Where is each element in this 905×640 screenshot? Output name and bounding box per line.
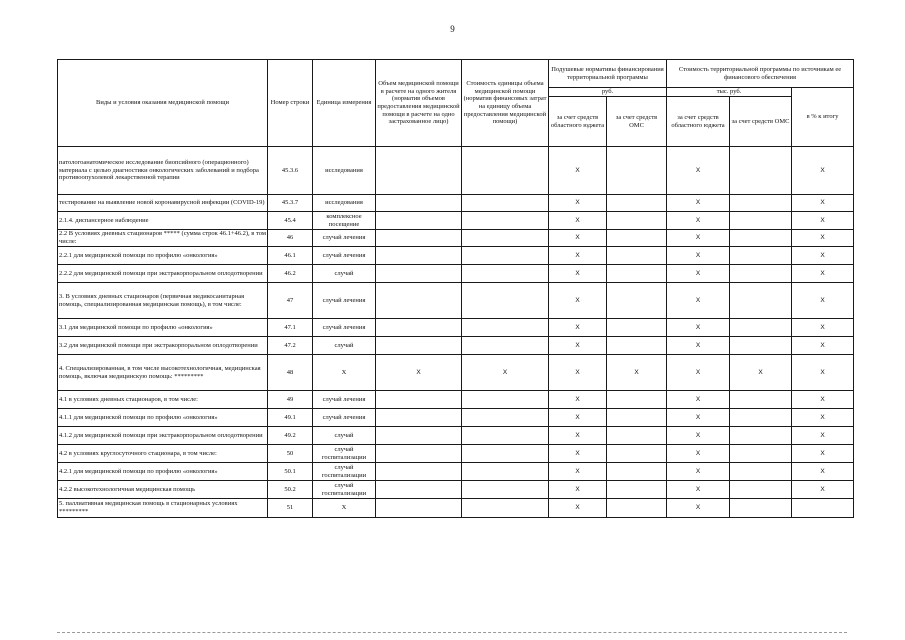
- row-unit-cost: X: [462, 355, 549, 391]
- table-row: [58, 337, 854, 355]
- row-total-regional: X: [667, 463, 730, 481]
- row-per-capita-oms: [607, 319, 667, 337]
- row-per-capita-oms: [607, 427, 667, 445]
- row-volume: [376, 463, 462, 481]
- row-number: 49.1: [268, 409, 313, 427]
- row-per-capita-oms: [607, 247, 667, 265]
- table-row: [58, 463, 854, 481]
- row-unit-cost: [462, 427, 549, 445]
- row-number: 50.1: [268, 463, 313, 481]
- row-per-capita-oms: [607, 463, 667, 481]
- row-total-regional: X: [667, 445, 730, 463]
- row-unit-cost: [462, 499, 549, 518]
- row-per-capita-regional: X: [549, 481, 607, 499]
- row-percent: X: [792, 481, 854, 499]
- row-volume: [376, 391, 462, 409]
- row-percent: X: [792, 247, 854, 265]
- row-per-capita-regional: X: [549, 355, 607, 391]
- table-row: [58, 147, 854, 195]
- row-unit: случай: [313, 427, 376, 445]
- row-total-regional: X: [667, 265, 730, 283]
- row-unit: случай лечения: [313, 230, 376, 247]
- row-per-capita-oms: [607, 337, 667, 355]
- row-percent: X: [792, 427, 854, 445]
- row-volume: [376, 230, 462, 247]
- row-percent: [792, 499, 854, 518]
- row-volume: [376, 409, 462, 427]
- row-total-regional: X: [667, 247, 730, 265]
- header-unit-cost: Стоимость единицы объема медицинской помощи (норматив финансовых затрат на единицу объема предоставления медицинской помощи): [462, 60, 549, 147]
- row-unit-cost: [462, 337, 549, 355]
- row-volume: [376, 499, 462, 518]
- row-name: 3.2 для медицинской помощи при экстракорпоральном оплодотворении: [58, 337, 268, 355]
- row-volume: [376, 265, 462, 283]
- header-regional-budget-rub: за счет средств областного юджета: [549, 97, 607, 147]
- row-unit: комплексное посещение: [313, 212, 376, 230]
- row-unit-cost: [462, 283, 549, 319]
- row-volume: X: [376, 355, 462, 391]
- header-kinds: Виды и условия оказания медицинской помощи: [58, 60, 268, 147]
- row-name: 5. паллиативная медицинская помощь в стационарных условиях *********: [58, 499, 268, 518]
- row-number: 51: [268, 499, 313, 518]
- row-per-capita-oms: [607, 212, 667, 230]
- row-unit: случай лечения: [313, 247, 376, 265]
- header-unit: Единица измерения: [313, 60, 376, 147]
- row-number: 47: [268, 283, 313, 319]
- row-percent: X: [792, 463, 854, 481]
- row-percent: X: [792, 445, 854, 463]
- row-volume: [376, 195, 462, 212]
- row-number: 46: [268, 230, 313, 247]
- row-total-regional: X: [667, 195, 730, 212]
- row-per-capita-oms: [607, 230, 667, 247]
- row-number: 50: [268, 445, 313, 463]
- row-number: 50.2: [268, 481, 313, 499]
- table-row: [58, 499, 854, 518]
- row-total-regional: X: [667, 212, 730, 230]
- row-volume: [376, 481, 462, 499]
- table-row: [58, 355, 854, 391]
- row-name: 4.1 в условиях дневных стационаров, в том числе:: [58, 391, 268, 409]
- row-volume: [376, 319, 462, 337]
- header-unit-rub: руб.: [549, 88, 667, 97]
- row-number: 46.2: [268, 265, 313, 283]
- row-per-capita-oms: [607, 481, 667, 499]
- table-body: [58, 147, 854, 518]
- row-per-capita-oms: [607, 445, 667, 463]
- row-per-capita-oms: [607, 409, 667, 427]
- table-row: [58, 265, 854, 283]
- row-number: 45.4: [268, 212, 313, 230]
- row-unit: случай лечения: [313, 391, 376, 409]
- row-unit-cost: [462, 445, 549, 463]
- row-total-oms: [730, 445, 792, 463]
- row-per-capita-regional: X: [549, 445, 607, 463]
- row-volume: [376, 427, 462, 445]
- row-unit: случай госпитализации: [313, 445, 376, 463]
- row-total-oms: [730, 212, 792, 230]
- row-volume: [376, 337, 462, 355]
- row-total-regional: X: [667, 391, 730, 409]
- row-per-capita-oms: [607, 283, 667, 319]
- table-row: [58, 283, 854, 319]
- row-unit-cost: [462, 481, 549, 499]
- row-unit: случай: [313, 265, 376, 283]
- row-total-oms: [730, 481, 792, 499]
- row-name: 4.2.2 высокотехнологичная медицинская помощь: [58, 481, 268, 499]
- row-volume: [376, 212, 462, 230]
- row-per-capita-regional: X: [549, 247, 607, 265]
- table-row: [58, 481, 854, 499]
- row-percent: X: [792, 337, 854, 355]
- bottom-divider: [57, 632, 847, 633]
- row-volume: [376, 445, 462, 463]
- row-per-capita-oms: [607, 147, 667, 195]
- row-percent: X: [792, 283, 854, 319]
- row-volume: [376, 283, 462, 319]
- row-per-capita-regional: X: [549, 283, 607, 319]
- row-unit: исследования: [313, 147, 376, 195]
- row-unit: случай госпитализации: [313, 463, 376, 481]
- row-total-regional: X: [667, 481, 730, 499]
- row-total-regional: X: [667, 427, 730, 445]
- row-percent: X: [792, 212, 854, 230]
- row-unit-cost: [462, 319, 549, 337]
- row-total-oms: [730, 391, 792, 409]
- table-row: [58, 195, 854, 212]
- row-unit-cost: [462, 212, 549, 230]
- row-number: 49: [268, 391, 313, 409]
- row-unit: случай: [313, 337, 376, 355]
- row-name: 4.2 в условиях круглосуточного стационара, в том числе:: [58, 445, 268, 463]
- row-number: 48: [268, 355, 313, 391]
- row-percent: X: [792, 355, 854, 391]
- row-total-oms: [730, 147, 792, 195]
- row-unit: случай лечения: [313, 409, 376, 427]
- row-number: 49.2: [268, 427, 313, 445]
- row-number: 47.2: [268, 337, 313, 355]
- row-percent: X: [792, 147, 854, 195]
- row-number: 47.1: [268, 319, 313, 337]
- row-total-oms: [730, 499, 792, 518]
- row-name: 3.1 для медицинской помощи по профилю «онкология»: [58, 319, 268, 337]
- header-volume-norm: Объем медицинской помощи в расчете на одного жителя (норматив объемов предоставления медицинской помощи в расчете на одно застрахованное лицо): [376, 60, 462, 147]
- row-unit-cost: [462, 409, 549, 427]
- row-total-regional: X: [667, 283, 730, 319]
- row-total-regional: X: [667, 499, 730, 518]
- row-per-capita-oms: [607, 195, 667, 212]
- row-number: 45.3.6: [268, 147, 313, 195]
- row-number: 46.1: [268, 247, 313, 265]
- row-percent: X: [792, 230, 854, 247]
- row-unit-cost: [462, 265, 549, 283]
- row-per-capita-regional: X: [549, 195, 607, 212]
- row-name: тестирование на выявление новой коронавирусной инфекции (COVID-19): [58, 195, 268, 212]
- table-row: [58, 445, 854, 463]
- row-name: 4.1.2 для медицинской помощи при экстракорпоральном оплодотворении: [58, 427, 268, 445]
- row-total-oms: [730, 463, 792, 481]
- row-total-regional: X: [667, 409, 730, 427]
- row-unit-cost: [462, 247, 549, 265]
- row-per-capita-regional: X: [549, 230, 607, 247]
- row-name: 2.1.4. диспансерное наблюдение: [58, 212, 268, 230]
- row-total-oms: [730, 283, 792, 319]
- row-unit-cost: [462, 147, 549, 195]
- row-name: 4. Специализированная, в том числе высокотехнологичная, медицинская помощь, включая медицинскую помощь: *********: [58, 355, 268, 391]
- row-per-capita-regional: X: [549, 147, 607, 195]
- table-row: [58, 427, 854, 445]
- row-percent: X: [792, 409, 854, 427]
- row-unit-cost: [462, 463, 549, 481]
- header-percent: в % к итогу: [792, 88, 854, 147]
- row-percent: X: [792, 265, 854, 283]
- table-row: [58, 409, 854, 427]
- financing-table: [57, 59, 854, 518]
- row-per-capita-oms: X: [607, 355, 667, 391]
- table-row: [58, 247, 854, 265]
- row-per-capita-regional: X: [549, 319, 607, 337]
- row-total-oms: [730, 265, 792, 283]
- row-name: 2.2.2 для медицинской помощи при экстракорпоральном оплодотворении: [58, 265, 268, 283]
- header-total-cost: Стоимость территориальной программы по источникам ее финансового обеспечения: [667, 60, 854, 88]
- row-unit-cost: [462, 195, 549, 212]
- table-row: [58, 391, 854, 409]
- table-row: [58, 319, 854, 337]
- row-percent: X: [792, 319, 854, 337]
- row-unit: случай госпитализации: [313, 481, 376, 499]
- table-row: [58, 212, 854, 230]
- row-total-oms: [730, 319, 792, 337]
- header-unit-thous-rub: тыс. руб.: [667, 88, 792, 97]
- header-regional-budget-thous: за счет средств областного юджета: [667, 97, 730, 147]
- row-per-capita-oms: [607, 391, 667, 409]
- row-per-capita-regional: X: [549, 391, 607, 409]
- row-per-capita-regional: X: [549, 499, 607, 518]
- row-name: 4.2.1 для медицинской помощи по профилю «онкология»: [58, 463, 268, 481]
- row-total-regional: X: [667, 355, 730, 391]
- row-total-oms: [730, 409, 792, 427]
- row-total-oms: X: [730, 355, 792, 391]
- row-unit: X: [313, 355, 376, 391]
- row-name: 4.1.1 для медицинской помощи по профилю «онкология»: [58, 409, 268, 427]
- row-total-oms: [730, 337, 792, 355]
- header-per-capita: Подушевые нормативы финансирования территориальной программы: [549, 60, 667, 88]
- row-name: 2.2 В условиях дневных стационаров ***** (сумма строк 46.1+46.2), в том числе:: [59, 230, 266, 245]
- row-volume: [376, 147, 462, 195]
- header-row-number: Номер строки: [268, 60, 313, 147]
- row-per-capita-regional: X: [549, 337, 607, 355]
- row-percent: X: [792, 195, 854, 212]
- row-per-capita-oms: [607, 499, 667, 518]
- row-unit-cost: [462, 230, 549, 247]
- row-total-regional: X: [667, 147, 730, 195]
- row-total-oms: [730, 247, 792, 265]
- row-name: 3. В условиях дневных стационаров (первичная медикосанитарная помощь, специализированная медицинская помощь), в том числе:: [58, 283, 268, 319]
- row-name: патологоанатомическое исследование биопсийного (операционного) материала с целью диагностики онкологических заболеваний и подбора противоопухолевой лекарственной терапии: [58, 147, 268, 195]
- row-unit-cost: [462, 391, 549, 409]
- row-per-capita-regional: X: [549, 212, 607, 230]
- row-unit: случай лечения: [313, 319, 376, 337]
- row-unit: случай лечения: [313, 283, 376, 319]
- row-name: 2.2.1 для медицинской помощи по профилю «онкология»: [58, 247, 268, 265]
- row-total-regional: X: [667, 319, 730, 337]
- row-total-regional: X: [667, 230, 730, 247]
- row-unit: исследования: [313, 195, 376, 212]
- row-total-oms: [730, 230, 792, 247]
- row-number: 45.3.7: [268, 195, 313, 212]
- row-unit: X: [313, 499, 376, 518]
- row-per-capita-regional: X: [549, 409, 607, 427]
- header-oms-thous: за счет средств ОМС: [730, 97, 792, 147]
- header-row-1: [58, 60, 854, 88]
- row-volume: [376, 247, 462, 265]
- row-per-capita-regional: X: [549, 265, 607, 283]
- row-per-capita-regional: X: [549, 463, 607, 481]
- row-per-capita-oms: [607, 265, 667, 283]
- row-per-capita-regional: X: [549, 427, 607, 445]
- row-percent: X: [792, 391, 854, 409]
- row-total-regional: X: [667, 337, 730, 355]
- row-total-oms: [730, 195, 792, 212]
- page-number: 9: [450, 24, 455, 34]
- row-total-oms: [730, 427, 792, 445]
- table-row: [58, 230, 854, 247]
- header-oms-rub: за счет средств ОМС: [607, 97, 667, 147]
